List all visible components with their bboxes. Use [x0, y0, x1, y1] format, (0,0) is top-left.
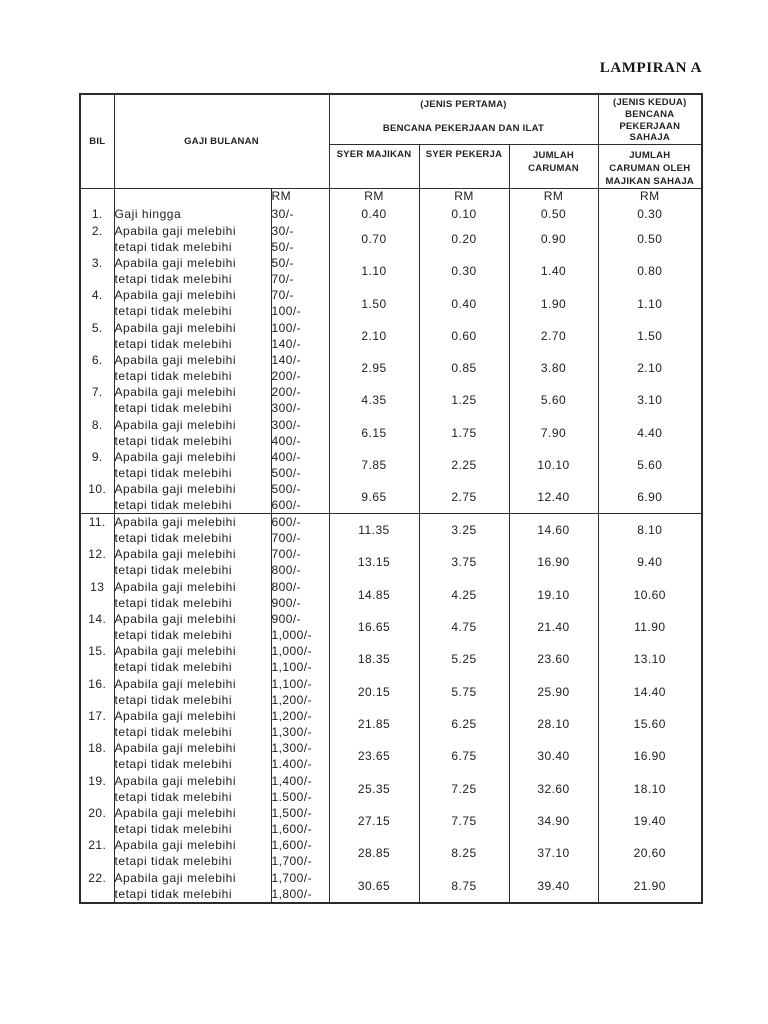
cell-bil: 13: [80, 579, 114, 611]
table-body: [80, 206, 702, 903]
cell-jumlah-caruman: 12.40: [509, 481, 598, 514]
table-row: [80, 449, 702, 481]
cell-syer-majikan: 30.65: [329, 870, 419, 903]
cell-amount-range: 1,200/- 1,300/-: [271, 708, 329, 740]
cell-gaji-bulanan: Apabila gaji melebihi tetapi tidak melebihi: [114, 708, 271, 740]
cell-syer-pekerja: 1.75: [419, 417, 509, 449]
cell-syer-pekerja: 8.25: [419, 837, 509, 869]
cell-bil: 10.: [80, 481, 114, 514]
cell-bil: 6.: [80, 352, 114, 384]
cell-syer-pekerja: 0.85: [419, 352, 509, 384]
cell-syer-pekerja: 4.75: [419, 611, 509, 643]
cell-bil: 11.: [80, 514, 114, 547]
currency-unit-majikan: RM: [329, 189, 419, 206]
table-row: [80, 255, 702, 287]
cell-bil: 14.: [80, 611, 114, 643]
cell-jumlah-majikan-sahaja: 0.80: [598, 255, 702, 287]
cell-jumlah-caruman: 19.10: [509, 579, 598, 611]
cell-jumlah-caruman: 30.40: [509, 740, 598, 772]
cell-jumlah-caruman: 28.10: [509, 708, 598, 740]
cell-syer-majikan: 9.65: [329, 481, 419, 514]
cell-gaji-bulanan: Apabila gaji melebihi tetapi tidak melebihi: [114, 805, 271, 837]
cell-bil: 1.: [80, 206, 114, 223]
cell-syer-pekerja: 5.75: [419, 676, 509, 708]
cell-jumlah-caruman: 14.60: [509, 514, 598, 547]
currency-unit-amount: RM: [271, 189, 329, 206]
cell-jumlah-caruman: 5.60: [509, 384, 598, 416]
table-row: [80, 417, 702, 449]
cell-syer-pekerja: 4.25: [419, 579, 509, 611]
cell-jumlah-caruman: 0.90: [509, 223, 598, 255]
cell-bil: 7.: [80, 384, 114, 416]
cell-syer-majikan: 28.85: [329, 837, 419, 869]
table-row: [80, 481, 702, 514]
cell-syer-majikan: 11.35: [329, 514, 419, 547]
table-head: [80, 94, 702, 206]
col-header-syer-pekerja: SYER PEKERJA: [419, 145, 509, 189]
cell-syer-pekerja: 0.20: [419, 223, 509, 255]
table-row: [80, 223, 702, 255]
cell-syer-majikan: 7.85: [329, 449, 419, 481]
table-row: [80, 206, 702, 223]
cell-bil: 5.: [80, 320, 114, 352]
table-row: [80, 384, 702, 416]
cell-amount-range: 30/-: [271, 206, 329, 223]
cell-jumlah-caruman: 34.90: [509, 805, 598, 837]
cell-amount-range: 1,100/- 1,200/-: [271, 676, 329, 708]
header-row-groups: [80, 94, 702, 145]
cell-amount-range: 200/- 300/-: [271, 384, 329, 416]
cell-bil: 9.: [80, 449, 114, 481]
cell-jumlah-caruman: 7.90: [509, 417, 598, 449]
cell-gaji-bulanan: Apabila gaji melebihi tetapi tidak melebihi: [114, 514, 271, 547]
cell-bil: 18.: [80, 740, 114, 772]
cell-amount-range: 1,300/- 1.400/-: [271, 740, 329, 772]
cell-syer-pekerja: 0.40: [419, 287, 509, 319]
cell-amount-range: 140/- 200/-: [271, 352, 329, 384]
table-row: [80, 514, 702, 547]
cell-gaji-bulanan: Apabila gaji melebihi tetapi tidak melebihi: [114, 870, 271, 903]
cell-desc-empty: [114, 189, 271, 206]
cell-jumlah-majikan-sahaja: 11.90: [598, 611, 702, 643]
cell-amount-range: 50/- 70/-: [271, 255, 329, 287]
cell-bil: 8.: [80, 417, 114, 449]
cell-gaji-bulanan: Apabila gaji melebihi tetapi tidak melebihi: [114, 255, 271, 287]
cell-syer-majikan: 25.35: [329, 773, 419, 805]
col-header-gaji-bulanan: GAJI BULANAN: [114, 94, 329, 189]
cell-gaji-bulanan: Apabila gaji melebihi tetapi tidak melebihi: [114, 384, 271, 416]
contribution-table: [79, 93, 703, 904]
cell-jumlah-majikan-sahaja: 1.10: [598, 287, 702, 319]
cell-jumlah-majikan-sahaja: 18.10: [598, 773, 702, 805]
cell-jumlah-majikan-sahaja: 6.90: [598, 481, 702, 514]
col-header-syer-majikan: SYER MAJIKAN: [329, 145, 419, 189]
currency-unit-kedua: RM: [598, 189, 702, 206]
cell-syer-majikan: 16.65: [329, 611, 419, 643]
currency-unit-pekerja: RM: [419, 189, 509, 206]
cell-jumlah-majikan-sahaja: 4.40: [598, 417, 702, 449]
cell-syer-majikan: 1.50: [329, 287, 419, 319]
cell-jumlah-majikan-sahaja: 9.40: [598, 546, 702, 578]
cell-jumlah-caruman: 10.10: [509, 449, 598, 481]
cell-syer-majikan: 1.10: [329, 255, 419, 287]
currency-unit-row: [80, 189, 702, 206]
cell-gaji-bulanan: Apabila gaji melebihi tetapi tidak melebihi: [114, 352, 271, 384]
cell-jumlah-caruman: 32.60: [509, 773, 598, 805]
cell-amount-range: 1,000/- 1,100/-: [271, 643, 329, 675]
cell-jumlah-majikan-sahaja: 8.10: [598, 514, 702, 547]
cell-bil: 17.: [80, 708, 114, 740]
cell-jumlah-majikan-sahaja: 10.60: [598, 579, 702, 611]
cell-jumlah-majikan-sahaja: 0.30: [598, 206, 702, 223]
cell-syer-majikan: 0.40: [329, 206, 419, 223]
cell-jumlah-caruman: 3.80: [509, 352, 598, 384]
cell-jumlah-majikan-sahaja: 15.60: [598, 708, 702, 740]
cell-syer-majikan: 18.35: [329, 643, 419, 675]
cell-syer-majikan: 14.85: [329, 579, 419, 611]
cell-jumlah-majikan-sahaja: 3.10: [598, 384, 702, 416]
cell-bil: 20.: [80, 805, 114, 837]
cell-gaji-bulanan: Apabila gaji melebihi tetapi tidak melebihi: [114, 611, 271, 643]
cell-jumlah-majikan-sahaja: 0.50: [598, 223, 702, 255]
cell-syer-pekerja: 7.75: [419, 805, 509, 837]
cell-bil-empty: [80, 189, 114, 206]
cell-syer-pekerja: 3.25: [419, 514, 509, 547]
cell-gaji-bulanan: Apabila gaji melebihi tetapi tidak melebihi: [114, 676, 271, 708]
cell-amount-range: 600/- 700/-: [271, 514, 329, 547]
jenis-pertama-title: (JENIS PERTAMA): [420, 99, 507, 110]
cell-jumlah-caruman: 0.50: [509, 206, 598, 223]
table-row: [80, 643, 702, 675]
col-header-jumlah-caruman: JUMLAH CARUMAN: [509, 145, 598, 189]
cell-amount-range: 800/- 900/-: [271, 579, 329, 611]
col-header-jumlah-caruman-majikan-sahaja: JUMLAH CARUMAN OLEH MAJIKAN SAHAJA: [598, 145, 702, 189]
cell-amount-range: 700/- 800/-: [271, 546, 329, 578]
cell-syer-pekerja: 8.75: [419, 870, 509, 903]
cell-syer-majikan: 27.15: [329, 805, 419, 837]
col-header-bil: BIL: [80, 94, 114, 189]
table-row: [80, 740, 702, 772]
cell-amount-range: 500/- 600/-: [271, 481, 329, 514]
cell-jumlah-majikan-sahaja: 21.90: [598, 870, 702, 903]
table-row: [80, 870, 702, 903]
cell-jumlah-caruman: 21.40: [509, 611, 598, 643]
cell-jumlah-caruman: 1.90: [509, 287, 598, 319]
cell-jumlah-caruman: 2.70: [509, 320, 598, 352]
cell-gaji-bulanan: Apabila gaji melebihi tetapi tidak melebihi: [114, 223, 271, 255]
cell-bil: 19.: [80, 773, 114, 805]
cell-bil: 12.: [80, 546, 114, 578]
cell-jumlah-caruman: 37.10: [509, 837, 598, 869]
cell-gaji-bulanan: Apabila gaji melebihi tetapi tidak melebihi: [114, 643, 271, 675]
cell-amount-range: 30/- 50/-: [271, 223, 329, 255]
cell-syer-pekerja: 0.60: [419, 320, 509, 352]
cell-syer-majikan: 13.15: [329, 546, 419, 578]
cell-syer-pekerja: 3.75: [419, 546, 509, 578]
cell-amount-range: 400/- 500/-: [271, 449, 329, 481]
table-row: [80, 579, 702, 611]
col-group-jenis-pertama: [329, 94, 598, 145]
cell-syer-pekerja: 6.25: [419, 708, 509, 740]
cell-jumlah-majikan-sahaja: 13.10: [598, 643, 702, 675]
table-row: [80, 611, 702, 643]
col-group-jenis-kedua: (JENIS KEDUA) BENCANA PEKERJAAN SAHAJA: [598, 94, 702, 145]
cell-bil: 4.: [80, 287, 114, 319]
cell-gaji-bulanan: Apabila gaji melebihi tetapi tidak melebihi: [114, 740, 271, 772]
table-row: [80, 352, 702, 384]
cell-syer-majikan: 23.65: [329, 740, 419, 772]
cell-amount-range: 1,500/- 1,600/-: [271, 805, 329, 837]
table-row: [80, 546, 702, 578]
cell-syer-majikan: 2.10: [329, 320, 419, 352]
currency-unit-jumlah: RM: [509, 189, 598, 206]
cell-syer-pekerja: 1.25: [419, 384, 509, 416]
cell-amount-range: 900/- 1,000/-: [271, 611, 329, 643]
table-row: [80, 676, 702, 708]
page-title: LAMPIRAN A: [599, 60, 702, 76]
cell-jumlah-caruman: 16.90: [509, 546, 598, 578]
cell-gaji-bulanan: Apabila gaji melebihi tetapi tidak melebihi: [114, 417, 271, 449]
cell-syer-pekerja: 5.25: [419, 643, 509, 675]
cell-jumlah-majikan-sahaja: 14.40: [598, 676, 702, 708]
cell-gaji-bulanan: Apabila gaji melebihi tetapi tidak melebihi: [114, 837, 271, 869]
table-row: [80, 773, 702, 805]
cell-amount-range: 100/- 140/-: [271, 320, 329, 352]
cell-jumlah-majikan-sahaja: 16.90: [598, 740, 702, 772]
cell-bil: 15.: [80, 643, 114, 675]
table-row: [80, 805, 702, 837]
cell-gaji-bulanan: Gaji hingga: [114, 206, 271, 223]
cell-jumlah-caruman: 39.40: [509, 870, 598, 903]
cell-jumlah-majikan-sahaja: 2.10: [598, 352, 702, 384]
cell-bil: 16.: [80, 676, 114, 708]
table-row: [80, 287, 702, 319]
cell-syer-majikan: 2.95: [329, 352, 419, 384]
cell-bil: 21.: [80, 837, 114, 869]
cell-syer-pekerja: 2.75: [419, 481, 509, 514]
cell-bil: 3.: [80, 255, 114, 287]
cell-syer-majikan: 21.85: [329, 708, 419, 740]
cell-syer-pekerja: 0.10: [419, 206, 509, 223]
cell-jumlah-majikan-sahaja: 20.60: [598, 837, 702, 869]
cell-gaji-bulanan: Apabila gaji melebihi tetapi tidak melebihi: [114, 449, 271, 481]
cell-gaji-bulanan: Apabila gaji melebihi tetapi tidak melebihi: [114, 320, 271, 352]
cell-bil: 22.: [80, 870, 114, 903]
cell-gaji-bulanan: Apabila gaji melebihi tetapi tidak melebihi: [114, 481, 271, 514]
cell-syer-majikan: 6.15: [329, 417, 419, 449]
cell-jumlah-caruman: 1.40: [509, 255, 598, 287]
table-row: [80, 320, 702, 352]
cell-gaji-bulanan: Apabila gaji melebihi tetapi tidak melebihi: [114, 287, 271, 319]
cell-jumlah-caruman: 25.90: [509, 676, 598, 708]
jenis-pertama-subtitle: BENCANA PEKERJAAN DAN ILAT: [382, 123, 545, 134]
cell-gaji-bulanan: Apabila gaji melebihi tetapi tidak melebihi: [114, 773, 271, 805]
cell-gaji-bulanan: Apabila gaji melebihi tetapi tidak melebihi: [114, 579, 271, 611]
cell-jumlah-caruman: 23.60: [509, 643, 598, 675]
cell-syer-majikan: 20.15: [329, 676, 419, 708]
cell-syer-pekerja: 0.30: [419, 255, 509, 287]
cell-bil: 2.: [80, 223, 114, 255]
cell-syer-majikan: 0.70: [329, 223, 419, 255]
cell-syer-pekerja: 7.25: [419, 773, 509, 805]
table-row: [80, 837, 702, 869]
cell-syer-pekerja: 2.25: [419, 449, 509, 481]
cell-jumlah-majikan-sahaja: 19.40: [598, 805, 702, 837]
cell-amount-range: 1,400/- 1.500/-: [271, 773, 329, 805]
cell-amount-range: 1,600/- 1,700/-: [271, 837, 329, 869]
cell-jumlah-majikan-sahaja: 1.50: [598, 320, 702, 352]
cell-amount-range: 1,700/- 1,800/-: [271, 870, 329, 903]
cell-syer-pekerja: 6.75: [419, 740, 509, 772]
table-row: [80, 708, 702, 740]
cell-amount-range: 70/- 100/-: [271, 287, 329, 319]
cell-jumlah-majikan-sahaja: 5.60: [598, 449, 702, 481]
cell-gaji-bulanan: Apabila gaji melebihi tetapi tidak melebihi: [114, 546, 271, 578]
cell-syer-majikan: 4.35: [329, 384, 419, 416]
cell-amount-range: 300/- 400/-: [271, 417, 329, 449]
